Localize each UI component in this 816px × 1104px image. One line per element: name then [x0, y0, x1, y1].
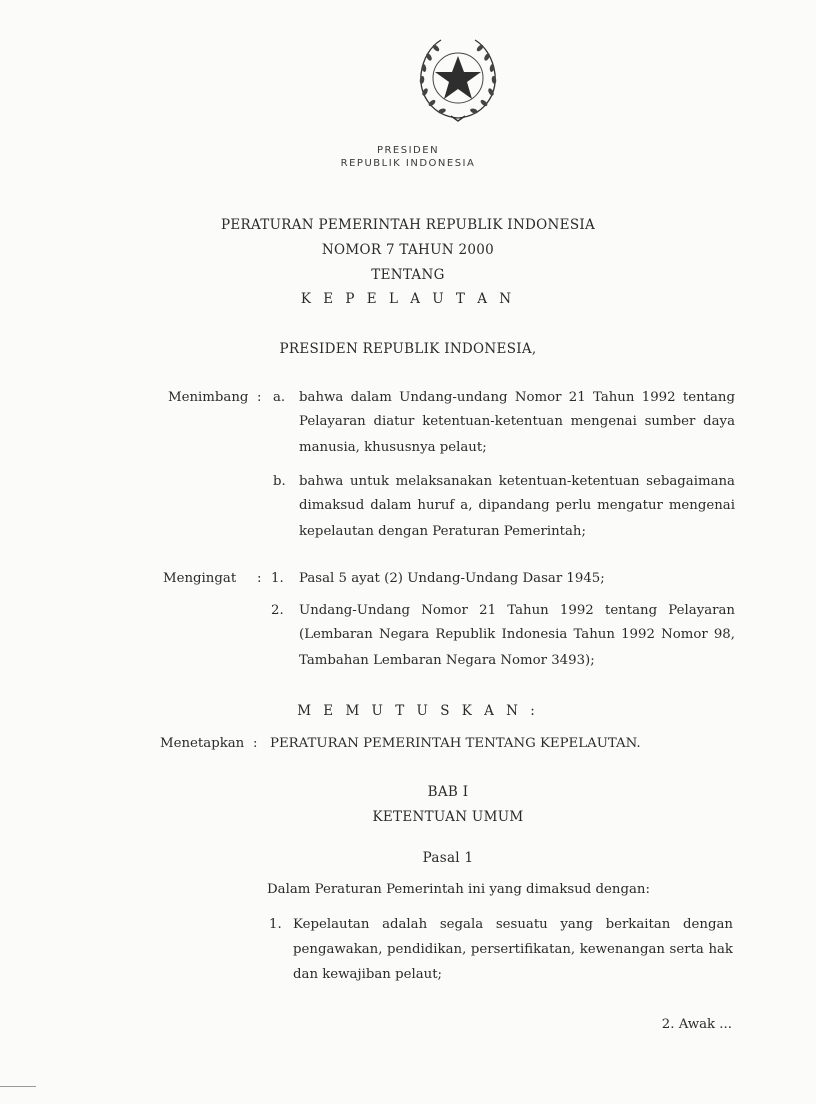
mengingat-1-line1: Pasal 5 ayat (2) Undang-Undang Dasar 1945;: [299, 571, 605, 586]
menimbang-a-line1: bahwa dalam Undang-undang Nomor 21 Tahun 1992 tentang: [299, 390, 735, 405]
mengingat-colon: :: [257, 571, 262, 586]
scan-edge-mark: [0, 1086, 36, 1087]
pasal-intro: Dalam Peraturan Pemerintah ini yang dimaksud dengan:: [267, 882, 650, 897]
pasal-item-1-line3: dan kewajiban pelaut;: [293, 967, 443, 982]
menimbang-a-line3: manusia, khususnya pelaut;: [299, 440, 487, 455]
mengingat-2-line3: Tambahan Lembaran Negara Nomor 3493);: [299, 653, 595, 668]
pasal-title: Pasal 1: [422, 850, 474, 866]
menimbang-label: Menimbang: [168, 390, 249, 405]
header-presiden: PRESIDEN: [376, 145, 440, 156]
mengingat-2-marker: 2.: [271, 603, 284, 618]
bab-title: KETENTUAN UMUM: [372, 809, 524, 825]
menimbang-b-marker: b.: [273, 474, 286, 489]
menetapkan-colon: :: [253, 736, 258, 751]
header-republik: REPUBLIK INDONESIA: [340, 158, 476, 169]
document-subject: K E P E L A U T A N: [300, 291, 516, 307]
presidential-seal-icon: [411, 32, 505, 126]
page-continuation: 2. Awak ...: [661, 1017, 732, 1032]
menimbang-a-line2: Pelayaran diatur ketentuan-ketentuan mengenai sumber daya: [299, 414, 735, 429]
menimbang-b-line2: dimaksud dalam huruf a, dipandang perlu mengatur mengenai: [299, 498, 735, 513]
pasal-item-1-marker: 1.: [269, 917, 282, 932]
mengingat-2-line2: (Lembaran Negara Republik Indonesia Tahun 1992 Nomor 98,: [299, 627, 735, 642]
mengingat-1-marker: 1.: [271, 571, 284, 586]
opening-line: PRESIDEN REPUBLIK INDONESIA,: [279, 341, 537, 357]
menetapkan-label: Menetapkan: [160, 736, 245, 751]
document-tentang: TENTANG: [371, 267, 445, 283]
mengingat-2-line1: Undang-Undang Nomor 21 Tahun 1992 tentang Pelayaran: [299, 603, 735, 618]
mengingat-label: Mengingat: [163, 571, 237, 586]
menimbang-b-line1: bahwa untuk melaksanakan ketentuan-ketentuan sebagaimana: [299, 474, 735, 489]
menimbang-b-line3: kepelautan dengan Peraturan Pemerintah;: [299, 524, 586, 539]
bab-number: BAB I: [427, 784, 469, 800]
memutuskan-heading: M E M U T U S K A N :: [297, 703, 539, 719]
document-title-line1: PERATURAN PEMERINTAH REPUBLIK INDONESIA: [220, 217, 596, 233]
menetapkan-text: PERATURAN PEMERINTAH TENTANG KEPELAUTAN.: [270, 736, 641, 751]
menimbang-a-marker: a.: [273, 390, 286, 405]
pasal-item-1-line1: Kepelautan adalah segala sesuatu yang berkaitan dengan: [293, 917, 733, 932]
menimbang-colon: :: [257, 390, 262, 405]
pasal-item-1-line2: pengawakan, pendidikan, persertifikatan, kewenangan serta hak: [293, 942, 733, 957]
document-number: NOMOR 7 TAHUN 2000: [321, 242, 495, 258]
